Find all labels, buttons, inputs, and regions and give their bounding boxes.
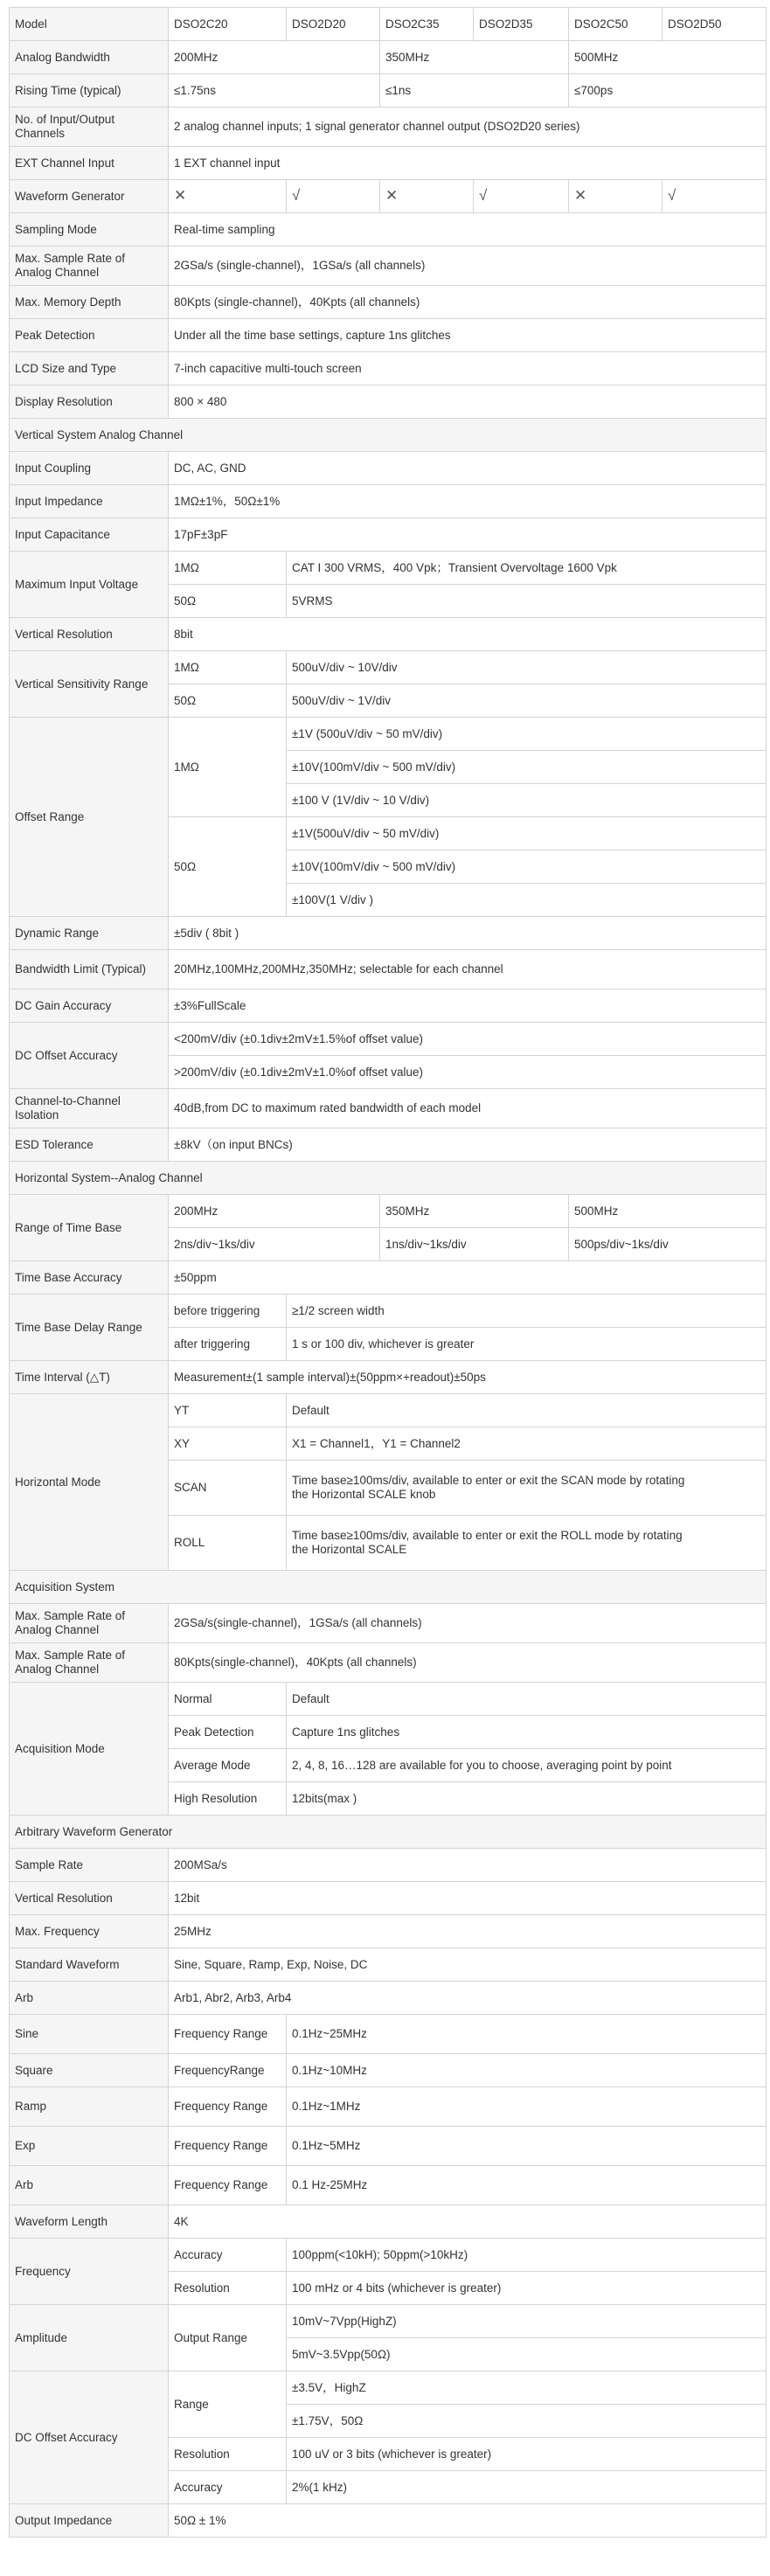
spec-label: Max. Memory Depth (10, 286, 169, 319)
spec-value: ±10V(100mV/div ~ 500 mV/div) (287, 851, 767, 884)
section-header: Acquisition System (10, 1571, 767, 1604)
table-row (10, 1162, 767, 1195)
spec-value: 50Ω (169, 684, 287, 718)
spec-value: 350MHz (380, 41, 569, 74)
spec-value (380, 180, 474, 213)
spec-value: 100ppm(<10kH); 50ppm(>10kHz) (287, 2239, 767, 2272)
spec-label: Display Resolution (10, 385, 169, 419)
spec-value: 17pF±3pF (169, 518, 767, 552)
table-row (10, 385, 767, 419)
spec-value: DSO2C35 (380, 8, 474, 41)
spec-value: Default (287, 1683, 767, 1716)
spec-value: Capture 1ns glitches (287, 1716, 767, 1749)
cross-mark-icon: ✕ (574, 187, 587, 204)
spec-label: Dynamic Range (10, 917, 169, 950)
spec-value: 2ns/div~1ks/div (169, 1228, 380, 1261)
spec-label: Standard Waveform (10, 1948, 169, 1982)
spec-value: Peak Detection (169, 1716, 287, 1749)
spec-value: DSO2D50 (662, 8, 767, 41)
table-row (10, 1394, 767, 1427)
spec-value: Frequency Range (169, 2127, 287, 2166)
spec-value: Time base≥100ms/div, available to enter or exit the SCAN mode by rotating the Horizontal SCALE knob (287, 1461, 767, 1516)
spec-value: 80Kpts (single-channel)，40Kpts (all channels) (169, 286, 767, 319)
spec-label: Sine (10, 2015, 169, 2054)
table-row (10, 1261, 767, 1295)
spec-value: ≤1ns (380, 74, 569, 108)
table-row (10, 108, 767, 147)
table-row (10, 2015, 767, 2054)
spec-value: 4K (169, 2205, 767, 2239)
table-row (10, 2054, 767, 2087)
spec-value: 5mV~3.5Vpp(50Ω) (287, 2338, 767, 2371)
spec-value: 200MHz (169, 41, 380, 74)
spec-value: Measurement±(1 sample interval)±(50ppm×+readout)±50ps (169, 1361, 767, 1394)
section-header: Vertical System Analog Channel (10, 419, 767, 452)
spec-label: DC Gain Accuracy (10, 989, 169, 1023)
spec-value: ±100V(1 V/div ) (287, 884, 767, 917)
table-row (10, 989, 767, 1023)
spec-value: CAT I 300 VRMS，400 Vpk；Transient Overvoltage 1600 Vpk (287, 552, 767, 585)
spec-value: Time base≥100ms/div, available to enter or exit the ROLL mode by rotating the Horizontal SCALE (287, 1516, 767, 1571)
spec-label: Ramp (10, 2087, 169, 2127)
table-row (10, 1982, 767, 2015)
table-row (10, 213, 767, 246)
spec-value: 40dB,from DC to maximum rated bandwidth of each model (169, 1089, 767, 1128)
spec-label: Arb (10, 2166, 169, 2205)
table-row (10, 1571, 767, 1604)
spec-value: 2 analog channel inputs; 1 signal generator channel output (DSO2D20 series) (169, 108, 767, 147)
spec-value: ±100 V (1V/div ~ 10 V/div) (287, 784, 767, 817)
spec-value: ±10V(100mV/div ~ 500 mV/div) (287, 751, 767, 784)
spec-value: 2%(1 kHz) (287, 2471, 767, 2504)
spec-label: Max. Sample Rate of Analog Channel (10, 246, 169, 286)
spec-value: 1MΩ±1%，50Ω±1% (169, 485, 767, 518)
table-row (10, 1604, 767, 1643)
spec-label: ESD Tolerance (10, 1128, 169, 1162)
spec-value: before triggering (169, 1295, 287, 1328)
spec-value: 12bits(max ) (287, 1782, 767, 1816)
spec-label: Range of Time Base (10, 1195, 169, 1261)
spec-value: YT (169, 1394, 287, 1427)
spec-value: DSO2D20 (287, 8, 380, 41)
spec-value: 80Kpts(single-channel)，40Kpts (all channels) (169, 1643, 767, 1683)
spec-label: DC Offset Accuracy (10, 1023, 169, 1089)
table-row (10, 1948, 767, 1982)
spec-value: Resolution (169, 2272, 287, 2305)
table-row (10, 74, 767, 108)
section-header: Horizontal System--Analog Channel (10, 1162, 767, 1195)
spec-label: Channel-to-Channel Isolation (10, 1089, 169, 1128)
spec-value: 100 mHz or 4 bits (whichever is greater) (287, 2272, 767, 2305)
table-row (10, 618, 767, 651)
spec-value: 50Ω ± 1% (169, 2504, 767, 2538)
spec-value: DSO2D35 (474, 8, 569, 41)
spec-value: <200mV/div (±0.1div±2mV±1.5%of offset value) (169, 1023, 767, 1056)
table-row (10, 1849, 767, 1882)
spec-value: 7-inch capacitive multi-touch screen (169, 352, 767, 385)
spec-label: Vertical Resolution (10, 618, 169, 651)
spec-value: ≤700ps (569, 74, 767, 108)
spec-label: Amplitude (10, 2305, 169, 2371)
spec-label: Time Base Delay Range (10, 1295, 169, 1361)
spec-label: Horizontal Mode (10, 1394, 169, 1571)
table-row (10, 286, 767, 319)
spec-value: 0.1Hz~25MHz (287, 2015, 767, 2054)
spec-label: DC Offset Accuracy (10, 2371, 169, 2504)
spec-value: 10mV~7Vpp(HighZ) (287, 2305, 767, 2338)
table-row (10, 2239, 767, 2272)
table-row (10, 2166, 767, 2205)
table-row (10, 718, 767, 751)
table-row (10, 1643, 767, 1683)
spec-value: 100 uV or 3 bits (whichever is greater) (287, 2438, 767, 2471)
spec-value: after triggering (169, 1328, 287, 1361)
spec-label: EXT Channel Input (10, 147, 169, 180)
table-row (10, 41, 767, 74)
spec-value: 0.1Hz~1MHz (287, 2087, 767, 2127)
table-row (10, 917, 767, 950)
table-row (10, 1816, 767, 1849)
spec-value: SCAN (169, 1461, 287, 1516)
table-row (10, 2087, 767, 2127)
spec-label: No. of Input/Output Channels (10, 108, 169, 147)
spec-label: Vertical Sensitivity Range (10, 651, 169, 718)
spec-value: 2GSa/s(single-channel)，1GSa/s (all channels) (169, 1604, 767, 1643)
spec-value: 1MΩ (169, 651, 287, 684)
table-row (10, 2305, 767, 2338)
spec-label: Sampling Mode (10, 213, 169, 246)
spec-value (662, 180, 767, 213)
spec-value: Normal (169, 1683, 287, 1716)
spec-value: 200MSa/s (169, 1849, 767, 1882)
spec-value: 0.1Hz~10MHz (287, 2054, 767, 2087)
spec-label: Input Capacitance (10, 518, 169, 552)
spec-value: XY (169, 1427, 287, 1461)
spec-label: Max. Sample Rate of Analog Channel (10, 1604, 169, 1643)
spec-value: High Resolution (169, 1782, 287, 1816)
spec-value: 800 × 480 (169, 385, 767, 419)
table-row (10, 1023, 767, 1056)
spec-value: ±3.5V，HighZ (287, 2371, 767, 2405)
table-row (10, 552, 767, 585)
spec-value: Frequency Range (169, 2166, 287, 2205)
spec-label: Max. Frequency (10, 1915, 169, 1948)
table-row (10, 2371, 767, 2405)
specifications-table (9, 7, 767, 2538)
spec-label: Input Coupling (10, 452, 169, 485)
spec-value (569, 180, 662, 213)
spec-value: Frequency Range (169, 2087, 287, 2127)
spec-value: 50Ω (169, 817, 287, 917)
spec-value: ±1V(500uV/div ~ 50 mV/div) (287, 817, 767, 851)
spec-label: LCD Size and Type (10, 352, 169, 385)
spec-value: ±8kV（on input BNCs) (169, 1128, 767, 1162)
spec-label: Output Impedance (10, 2504, 169, 2538)
spec-value: Average Mode (169, 1749, 287, 1782)
table-row (10, 1915, 767, 1948)
check-mark-icon: √ (292, 187, 301, 204)
spec-value: 0.1Hz~5MHz (287, 2127, 767, 2166)
table-row (10, 1882, 767, 1915)
spec-label: Vertical Resolution (10, 1882, 169, 1915)
spec-label: Frequency (10, 2239, 169, 2305)
table-row (10, 2127, 767, 2166)
table-row (10, 950, 767, 989)
spec-label: Analog Bandwidth (10, 41, 169, 74)
spec-value: ROLL (169, 1516, 287, 1571)
table-row (10, 147, 767, 180)
spec-value: 1MΩ (169, 718, 287, 817)
table-row (10, 180, 767, 213)
spec-value: Default (287, 1394, 767, 1427)
spec-value: ±3%FullScale (169, 989, 767, 1023)
spec-label: Maximum Input Voltage (10, 552, 169, 618)
spec-value: 1 EXT channel input (169, 147, 767, 180)
spec-value: 50Ω (169, 585, 287, 618)
table-row (10, 1128, 767, 1162)
table-row (10, 319, 767, 352)
spec-value: ±5div ( 8bit ) (169, 917, 767, 950)
table-row (10, 518, 767, 552)
spec-value: Resolution (169, 2438, 287, 2471)
spec-label: Acquisition Mode (10, 1683, 169, 1816)
table-row (10, 452, 767, 485)
spec-value: Accuracy (169, 2471, 287, 2504)
spec-value: 350MHz (380, 1195, 569, 1228)
spec-value: 500MHz (569, 41, 767, 74)
spec-value: Under all the time base settings, capture 1ns glitches (169, 319, 767, 352)
spec-value: DSO2C50 (569, 8, 662, 41)
cross-mark-icon: ✕ (174, 187, 187, 204)
spec-value: DC, AC, GND (169, 452, 767, 485)
spec-value: 1MΩ (169, 552, 287, 585)
table-row (10, 8, 767, 41)
table-row (10, 485, 767, 518)
spec-value: 20MHz,100MHz,200MHz,350MHz; selectable for each channel (169, 950, 767, 989)
spec-value (287, 180, 380, 213)
spec-value: 500uV/div ~ 1V/div (287, 684, 767, 718)
table-row (10, 2205, 767, 2239)
spec-label: Peak Detection (10, 319, 169, 352)
spec-label: Sample Rate (10, 1849, 169, 1882)
spec-value: 12bit (169, 1882, 767, 1915)
spec-value (169, 180, 287, 213)
table-row (10, 1195, 767, 1228)
table-row (10, 651, 767, 684)
spec-label: Rising Time (typical) (10, 74, 169, 108)
spec-value: ±1V (500uV/div ~ 50 mV/div) (287, 718, 767, 751)
spec-value: 500MHz (569, 1195, 767, 1228)
spec-value: Output Range (169, 2305, 287, 2371)
specifications-table-body (10, 8, 767, 2538)
table-row (10, 352, 767, 385)
spec-value (474, 180, 569, 213)
cross-mark-icon: ✕ (385, 187, 399, 204)
spec-value: Sine, Square, Ramp, Exp, Noise, DC (169, 1948, 767, 1982)
spec-value: 5VRMS (287, 585, 767, 618)
spec-value: Accuracy (169, 2239, 287, 2272)
spec-value: X1 = Channel1，Y1 = Channel2 (287, 1427, 767, 1461)
table-row (10, 419, 767, 452)
spec-value: Arb1, Abr2, Arb3, Arb4 (169, 1982, 767, 2015)
spec-value: 500uV/div ~ 10V/div (287, 651, 767, 684)
spec-label: Input Impedance (10, 485, 169, 518)
spec-value: 2GSa/s (single-channel)，1GSa/s (all channels) (169, 246, 767, 286)
table-row (10, 246, 767, 286)
spec-value: 1 s or 100 div, whichever is greater (287, 1328, 767, 1361)
spec-value: Real-time sampling (169, 213, 767, 246)
spec-value: 0.1 Hz-25MHz (287, 2166, 767, 2205)
spec-value: DSO2C20 (169, 8, 287, 41)
table-row (10, 1361, 767, 1394)
spec-label: Time Base Accuracy (10, 1261, 169, 1295)
spec-label: Exp (10, 2127, 169, 2166)
spec-value: 200MHz (169, 1195, 380, 1228)
spec-value: 1ns/div~1ks/div (380, 1228, 569, 1261)
section-header: Arbitrary Waveform Generator (10, 1816, 767, 1849)
spec-label: Waveform Generator (10, 180, 169, 213)
spec-label: Square (10, 2054, 169, 2087)
spec-label: Bandwidth Limit (Typical) (10, 950, 169, 989)
spec-value: 8bit (169, 618, 767, 651)
table-row (10, 1089, 767, 1128)
spec-value: >200mV/div (±0.1div±2mV±1.0%of offset value) (169, 1056, 767, 1089)
spec-value: 25MHz (169, 1915, 767, 1948)
check-mark-icon: √ (479, 187, 488, 204)
spec-value: ≥1/2 screen width (287, 1295, 767, 1328)
spec-label: Time Interval (△T) (10, 1361, 169, 1394)
spec-value: ≤1.75ns (169, 74, 380, 108)
check-mark-icon: √ (668, 187, 676, 204)
spec-value: Frequency Range (169, 2015, 287, 2054)
spec-label: Model (10, 8, 169, 41)
table-row (10, 1295, 767, 1328)
spec-label: Offset Range (10, 718, 169, 917)
spec-value: Range (169, 2371, 287, 2438)
spec-label: Arb (10, 1982, 169, 2015)
spec-value: ±1.75V，50Ω (287, 2405, 767, 2438)
spec-label: Waveform Length (10, 2205, 169, 2239)
table-row (10, 1683, 767, 1716)
spec-value: 500ps/div~1ks/div (569, 1228, 767, 1261)
spec-value: FrequencyRange (169, 2054, 287, 2087)
table-row (10, 2504, 767, 2538)
spec-label: Max. Sample Rate of Analog Channel (10, 1643, 169, 1683)
spec-value: ±50ppm (169, 1261, 767, 1295)
spec-value: 2, 4, 8, 16…128 are available for you to choose, averaging point by point (287, 1749, 767, 1782)
